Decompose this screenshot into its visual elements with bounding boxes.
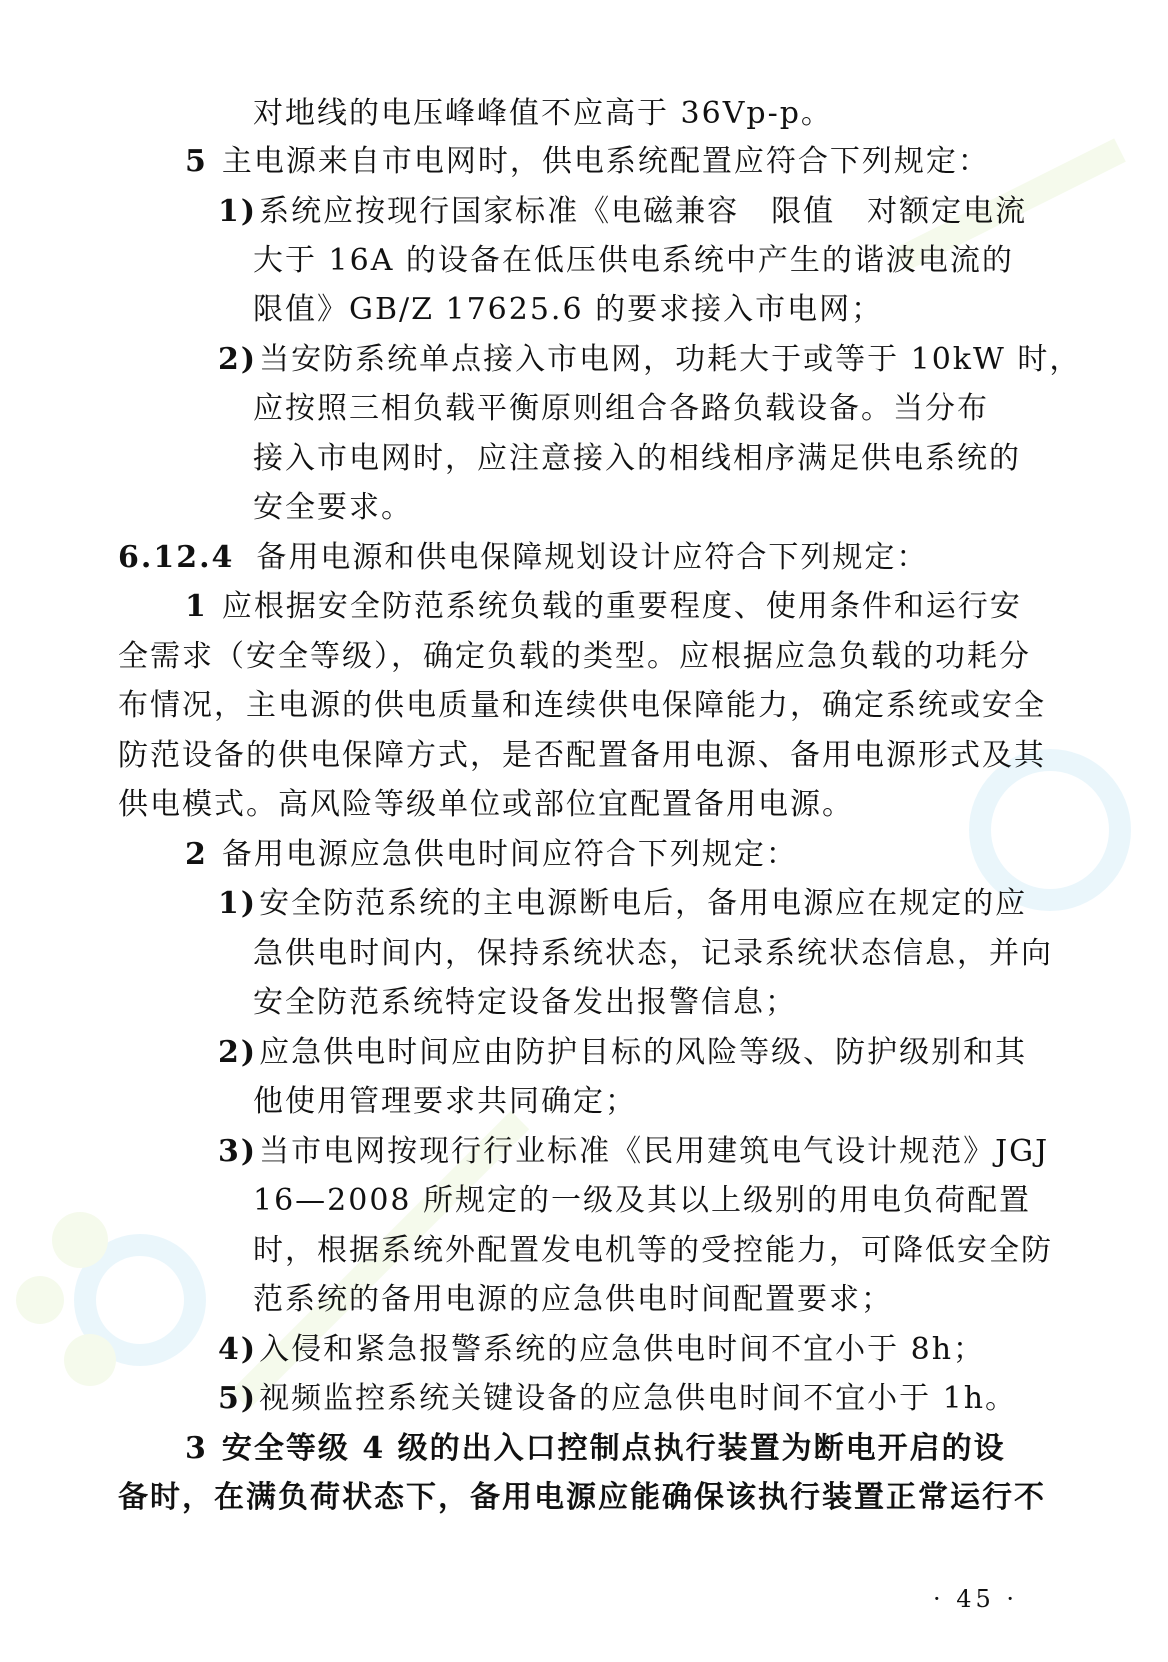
list-item-5: 5)视频监控系统关键设备的应急供电时间不宜小于 1h。 (218, 1381, 1018, 1416)
item-number: 2 (185, 837, 208, 872)
list-item-4: 4)入侵和紧急报警系统的应急供电时间不宜小于 8h； (218, 1332, 986, 1367)
text-line: 对地线的电压峰峰值不应高于 36Vp-p。 (253, 96, 833, 131)
page-number: · 45 · (932, 1585, 1018, 1613)
list-item-1: 1)安全防范系统的主电源断电后，备用电源应在规定的应 (218, 886, 1028, 921)
text-line: 大于 16A 的设备在低压供电系统中产生的谐波电流的 (253, 243, 1014, 278)
list-item-2: 2 备用电源应急供电时间应符合下列规定： (185, 837, 798, 872)
text-line: 他使用管理要求共同确定； (253, 1084, 637, 1119)
text-line: 范系统的备用电源的应急供电时间配置要求； (253, 1282, 893, 1317)
text-line: 布情况，主电源的供电质量和连续供电保障能力，确定系统或安全 (118, 688, 1046, 723)
list-item-3: 3)当市电网按现行行业标准《民用建筑电气设计规范》JGJ (218, 1134, 1050, 1169)
item-number: 3) (218, 1134, 258, 1169)
section-number: 6.12.4 (118, 540, 235, 575)
text-line: 安全防范系统特定设备发出报警信息； (253, 985, 797, 1020)
section-heading: 6.12.4 备用电源和供电保障规划设计应符合下列规定： (118, 540, 929, 575)
item-number: 5 (185, 144, 208, 179)
list-item-1: 1 应根据安全防范系统负载的重要程度、使用条件和运行安 (185, 589, 1022, 624)
item-number: 4) (218, 1332, 258, 1367)
list-item-1: 1)系统应按现行国家标准《电磁兼容 限值 对额定电流 (218, 194, 1028, 229)
text-line: 防范设备的供电保障方式，是否配置备用电源、备用电源形式及其 (118, 738, 1046, 773)
list-item-2: 2)应急供电时间应由防护目标的风险等级、防护级别和其 (218, 1035, 1028, 1070)
item-number: 2) (218, 342, 258, 377)
item-number: 1) (218, 194, 258, 229)
text-line: 全需求（安全等级），确定负载的类型。应根据应急负载的功耗分 (118, 639, 1031, 674)
list-item-5: 5 主电源来自市电网时，供电系统配置应符合下列规定： (185, 144, 990, 179)
text-line: 应按照三相负载平衡原则组合各路负载设备。当分布 (253, 391, 989, 426)
text-line: 16—2008 所规定的一级及其以上级别的用电负荷配置 (253, 1183, 1032, 1218)
item-number: 1 (185, 589, 208, 624)
item-number: 1) (218, 886, 258, 921)
item-number: 3 (185, 1431, 208, 1466)
text-line: 时，根据系统外配置发电机等的受控能力，可降低安全防 (253, 1233, 1053, 1268)
list-item-3: 3 安全等级 4 级的出入口控制点执行装置为断电开启的设 (185, 1431, 1006, 1466)
item-number: 2) (218, 1035, 258, 1070)
text-line: 供电模式。高风险等级单位或部位宜配置备用电源。 (118, 787, 854, 822)
text-line: 备时，在满负荷状态下，备用电源应能确保该执行装置正常运行不 (118, 1480, 1046, 1515)
item-number: 5) (218, 1381, 258, 1416)
list-item-2: 2)当安防系统单点接入市电网，功耗大于或等于 10kW 时， (218, 342, 1082, 377)
text-line: 接入市电网时，应注意接入的相线相序满足供电系统的 (253, 441, 1021, 476)
text-line: 安全要求。 (253, 490, 413, 525)
text-line: 急供电时间内，保持系统状态，记录系统状态信息，并向 (253, 936, 1053, 971)
text-line: 限值》GB/Z 17625.6 的要求接入市电网； (253, 292, 884, 327)
